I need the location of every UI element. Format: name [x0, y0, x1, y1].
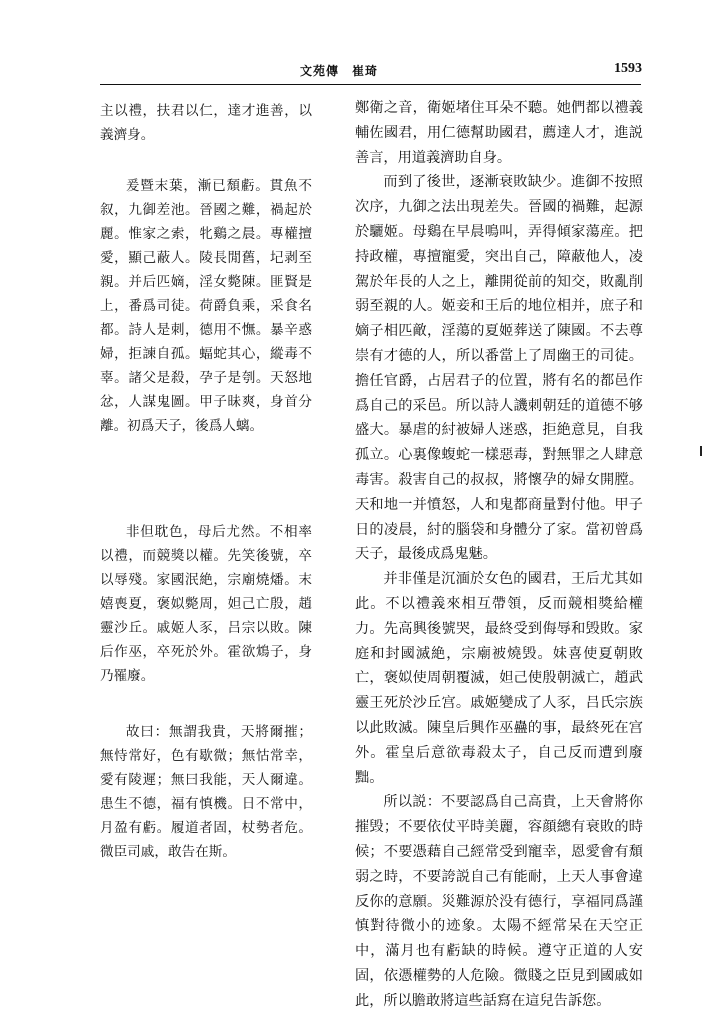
- classical-paragraph: 非但耽色，母后尤然。不相率以禮，而競獎以權。先笑後號，卒以辱殘。家國泯絶，宗廟燒燔。末嬉喪夏，褒姒斃周，妲己亡殷，趙靈沙丘。戚姬人豕，吕宗以敗。陳后作巫，卒死於外。霍欲鴆子，身乃罹廢。: [100, 524, 312, 684]
- margin-mark: [700, 446, 702, 456]
- classical-paragraph: 爰暨末葉，漸已頹虧。貫魚不叙，九御差池。晉國之難，禍起於麗。惟家之索，牝鷄之晨。專權擅愛，顯己蔽人。陵長閒舊，圮剥至親。并后匹嫡，淫女斃陳。匪賢是上，番爲司徒。荷爵負乘，采食名都。詩人是刺，德用不憮。暴辛惑婦，拒諫自孤。蝠蛇其心，縱毒不辜。諸父是殺，孕子是刳。天怒地忿，人謀鬼圖。甲子昧爽，身首分離。初爲天子，後爲人螭。: [100, 178, 312, 434]
- classical-paragraph: 故曰：無謂我貴，天將爾摧；無恃常好，色有歇微；無怙常幸，愛有陵遲；無曰我能，天人爾違。患生不德，福有慎機。日不常中，月盈有虧。履道者固，杖勢者危。微臣司戚，敢告在斯。: [100, 724, 312, 860]
- classical-paragraph-2-block: [100, 174, 312, 438]
- header-rule: [100, 84, 641, 85]
- running-title: 文苑傳 崔琦: [300, 64, 379, 78]
- modern-paragraph: 而到了後世，逐漸衰敗缺少。進御不按照次序，九御之法出現差失。晉國的禍難，起源於驪姬。母鷄在早晨鳴叫，弄得傾家蕩産。把持政權，專擅寵愛，突出自己，障蔽他人，凌駕於年長的人之上，離開從前的知交，敗亂削弱至親的人。姬妾和王后的地位相并，庶子和嫡子相匹敵，淫蕩的夏姬葬送了陳國。不去尊崇有才德的人，所以番當上了周幽王的司徒。擔任官爵，占居君子的位置，將有名的都邑作爲自己的采邑。所以詩人譏刺朝廷的道德不够盛大。暴虐的紂被婦人迷惑，拒絶意見，自我孤立。心裏像蝮蛇一樣惡毒，對無罪之人肆意毒害。殺害自己的叔叔，將懷孕的婦女開膛。天和地一并憤怒，人和鬼都商量對付他。甲子日的凌晨，紂的腦袋和身體分了家。當初曾爲天子，最後成爲鬼魅。: [355, 174, 643, 563]
- modern-paragraph: 鄭衛之音，衛姬堵住耳朵不聽。她們都以禮義輔佐國君，用仁德幫助國君，薦達人才，進説善言，用道義濟助自身。: [355, 100, 643, 166]
- classical-paragraph: 主以禮，扶君以仁，達才進善，以義濟身。: [100, 103, 312, 143]
- modern-paragraph: 并非僅是沉湎於女色的國君，王后尤其如此。不以禮義來相互帶領，反而競相獎給權力。先高興後號哭，最終受到侮辱和毁敗。家庭和封國滅絶，宗廟被燒毁。妹喜使夏朝敗亡，褒姒使周朝覆滅，妲己使殷朝滅亡，趙武靈王死於沙丘宫。戚姬變成了人豕，吕氏宗族以此敗滅。陳皇后興作巫蠱的事，最終死在宫外。霍皇后意欲毒殺太子，自己反而遭到廢黜。: [355, 571, 643, 786]
- classical-paragraph-4-block: [100, 720, 312, 864]
- classical-paragraph-1-block: [100, 99, 312, 147]
- modern-translation-block: [355, 96, 643, 1013]
- classical-paragraph-3-block: [100, 520, 312, 688]
- modern-paragraph: 所以説：不要認爲自己高貴，上天會將你摧毁；不要依仗平時美麗，容顔總有衰敗的時候；不要憑藉自己經常受到寵幸，恩愛會有頹弱之時，不要誇説自己有能耐，上天人事會違反你的意願。災難源於没有德行，享福同爲謹慎對待微小的迹象。太陽不經常呆在天空正中，滿月也有虧缺的時候。遵守正道的人安固，依憑權勢的人危險。微賤之臣見到國戚如此，所以膽敢將這些話寫在這兒告訴您。: [355, 794, 643, 1009]
- page-number: 1593: [614, 61, 642, 76]
